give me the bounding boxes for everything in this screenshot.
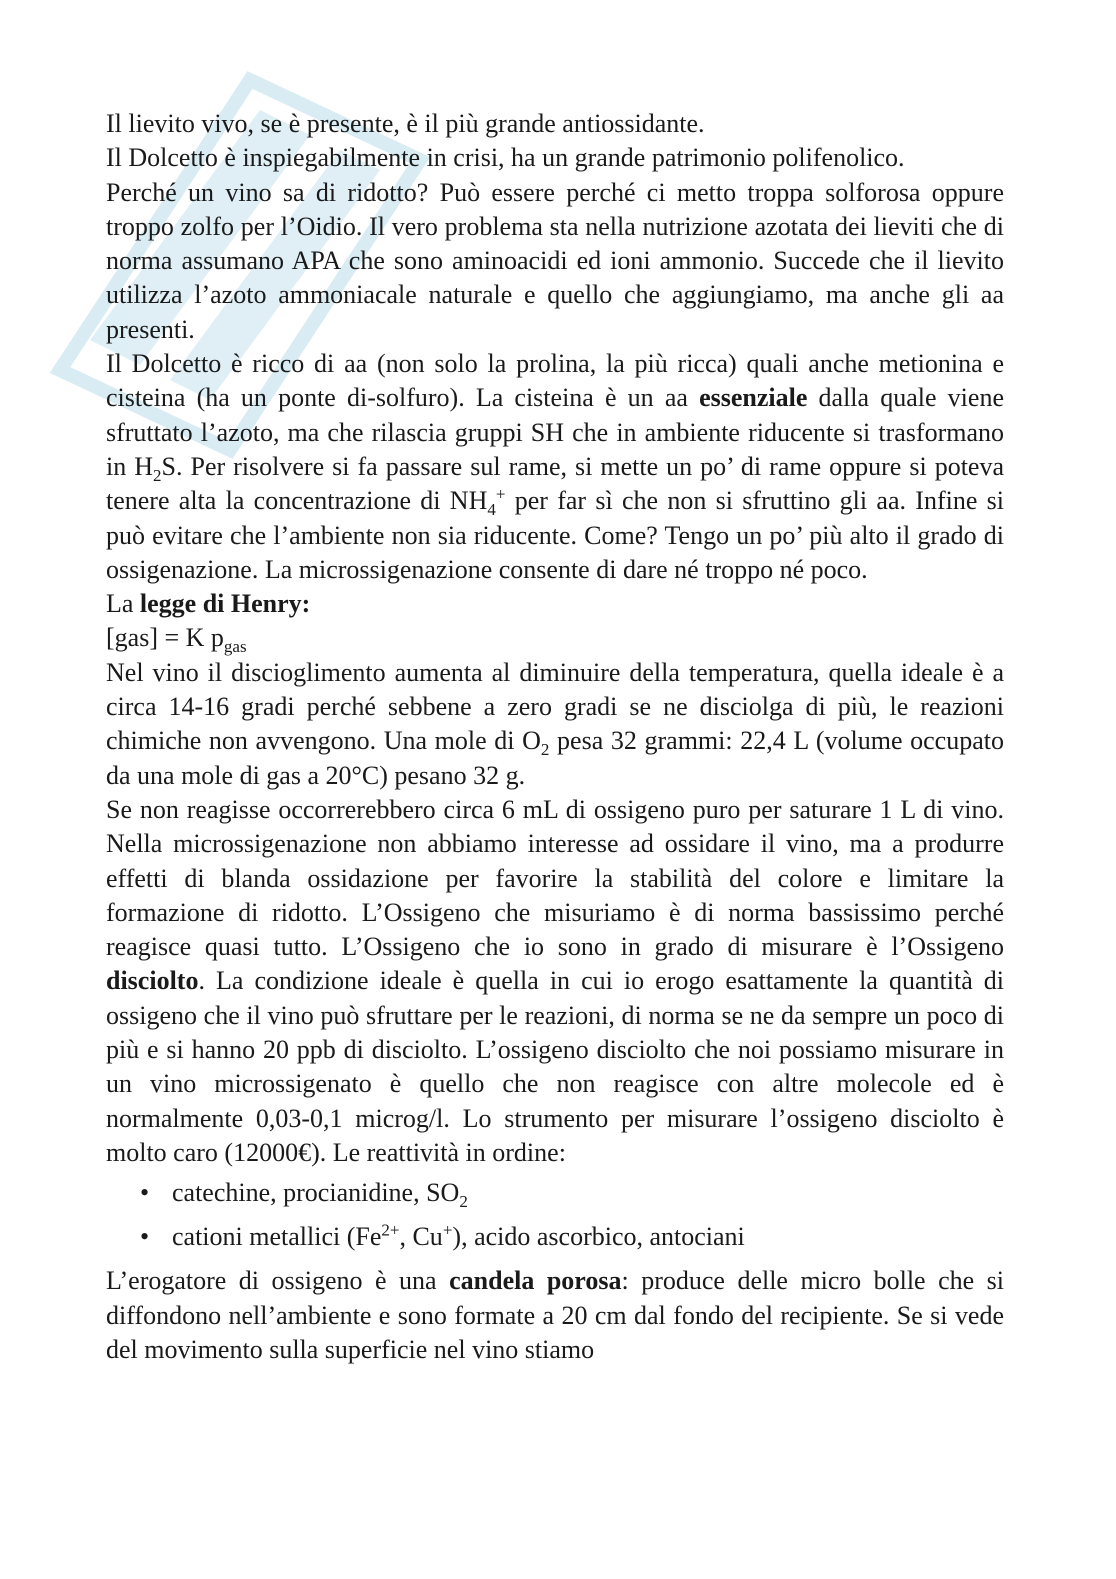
list-item: • catechine, procianidine, $SO_2$	[140, 1176, 1004, 1210]
document-body	[106, 107, 1004, 1367]
formula-henry: [gas] = K $p_{gas}$	[106, 623, 247, 657]
paragraph-microssigenazione: Se non reagisse occorrerebbero circa 6 mL di ossigeno puro per saturare 1 L di vino. Nella microssigenazione non abbiamo interesse ad ossidare il vino, ma a produrre effetti di blanda ossidazione per favorire la stabilità del colore e limitare la formazione di ridotto. L’Ossigeno che misuriamo è di norma bassissimo perché reagisce quasi tutto. L’Ossigeno che io sono in grado di misurare è l’Ossigeno disciolto. La condizione ideale è quella in cui io erogo esattamente la quantità di ossigeno che il vino può sfruttare per le reazioni, di norma se ne da sempre un poco di più e si hanno 20 ppb di disciolto. L’ossigeno disciolto che noi possiamo misurare in un vino microssigenato è quello che non reagisce con altre molecole ed è normalmente 0,03-0,1 microg/l. Lo strumento per misurare l’ossigeno disciolto è molto caro (12000€). Le reattività in ordine:	[106, 794, 1004, 1167]
term-essenziale: essenziale	[699, 383, 808, 413]
paragraph-erogatore: L’erogatore di ossigeno è una candela porosa: produce delle micro bolle che si diffondono nell’ambiente e sono formate a 20 cm dal fondo del recipiente. Se si vede del movimento sulla superficie nel vino stiamo	[106, 1266, 1005, 1364]
heading-legge-henry: La legge di Henry:	[106, 589, 311, 619]
reactivity-list	[106, 1176, 1004, 1254]
paragraph-ridotto: Perché un vino sa di ridotto? Può essere perché ci metto troppa solforosa oppure troppo zolfo per l’Oidio. Il vero problema sta nella nutrizione azotata dei lieviti che di norma assumano APA che sono aminoacidi ed ioni ammonio. Succede che il lievito utilizza l’azoto ammoniacale naturale e quello che aggiungiamo, ma anche gli aa presenti.	[106, 177, 1004, 344]
paragraph-dolcetto-crisi: Il Dolcetto è inspiegabilmente in crisi, ha un grande patrimonio polifenolico.	[106, 143, 905, 173]
paragraph-aminoacidi: Il Dolcetto è ricco di aa (non solo la prolina, la più ricca) quali anche metionina e cisteina (ha un ponte di-solfuro). La cisteina è un aa essenziale dalla quale viene sfruttato l’azoto, ma che rilascia gruppi SH che in ambiente riducente si trasformano in $H_2S$. Per risolvere si fa passare sul rame, si mette un po’ di rame oppure si poteva tenere alta la concentrazione di $NH_4^+$ per far sì che non si sfruttino gli aa. Infine si può evitare che l’ambiente non sia riducente. Come? Tengo un po’ più alto il grado di ossigenazione. La microssigenazione consente di dare né troppo né poco.	[106, 349, 1004, 584]
term-disciolto: disciolto	[106, 966, 199, 996]
paragraph-lievito: Il lievito vivo, se è presente, è il più grande antiossidante.	[106, 109, 705, 138]
list-item: • cationi metallici ($Fe^{2+}$, Cu+), acido ascorbico, antociani	[140, 1220, 1004, 1254]
term-candela-porosa: candela porosa	[449, 1266, 622, 1296]
paragraph-discioglimento: Nel vino il discioglimento aumenta al diminuire della temperatura, quella ideale è a circa 14-16 gradi perché sebbene a zero gradi se ne disciolga di più, le reazioni chimiche non avvengono. Una mole di $O_2$ pesa 32 grammi: 22,4 L (volume occupato da una mole di gas a 20°C) pesano 32 g.	[106, 657, 1004, 790]
